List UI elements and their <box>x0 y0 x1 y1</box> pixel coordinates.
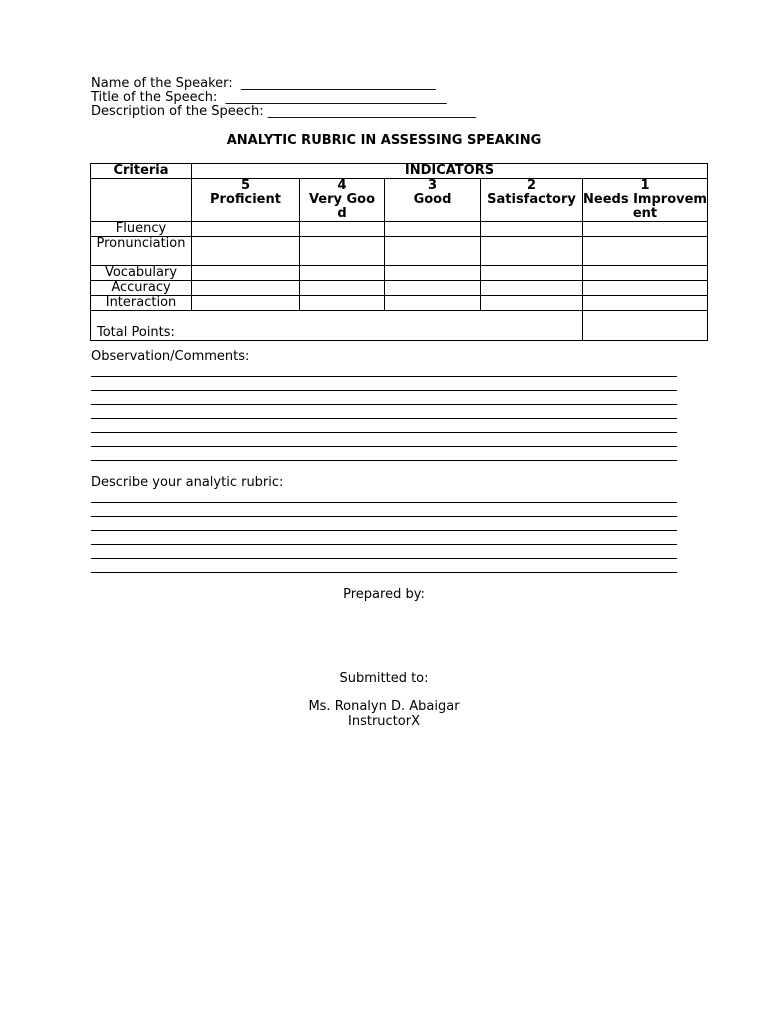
describe-rubric-label: Describe your analytic rubric: <box>91 475 284 490</box>
criterion-label: Accuracy <box>91 281 192 296</box>
level-header: 4 Very Good <box>300 179 385 222</box>
description-line[interactable] <box>91 530 677 531</box>
score-cell[interactable] <box>192 222 300 237</box>
table-row <box>91 266 708 281</box>
score-cell[interactable] <box>192 237 300 266</box>
indicators-header: INDICATORS <box>192 164 708 179</box>
score-cell[interactable] <box>385 266 481 281</box>
criteria-header: Criteria <box>91 164 192 179</box>
comment-line[interactable] <box>91 446 677 447</box>
criterion-label: Fluency <box>91 222 192 237</box>
comment-line[interactable] <box>91 404 677 405</box>
comment-line[interactable] <box>91 390 677 391</box>
score-cell[interactable] <box>583 222 708 237</box>
table-row <box>91 222 708 237</box>
score-cell[interactable] <box>300 296 385 311</box>
table-row <box>91 296 708 311</box>
criterion-label: Vocabulary <box>91 266 192 281</box>
score-cell[interactable] <box>583 296 708 311</box>
total-points-label: Total Points: <box>91 311 583 341</box>
comment-line[interactable] <box>91 376 677 377</box>
table-row <box>91 237 708 266</box>
score-cell[interactable] <box>192 281 300 296</box>
score-cell[interactable] <box>385 281 481 296</box>
description-line[interactable] <box>91 572 677 573</box>
score-cell[interactable] <box>481 237 583 266</box>
score-cell[interactable] <box>385 237 481 266</box>
criterion-label: Interaction <box>91 296 192 311</box>
score-cell[interactable] <box>385 296 481 311</box>
speech-description-line: Description of the Speech: ________________________________ <box>91 104 476 119</box>
table-row <box>91 281 708 296</box>
comment-line[interactable] <box>91 418 677 419</box>
score-cell[interactable] <box>481 266 583 281</box>
level-header: 2 Satisfactory <box>481 179 583 222</box>
level-header: 1 Needs Improvement <box>583 178 707 221</box>
description-line[interactable] <box>91 516 677 517</box>
submitted-to-label: Submitted to: <box>339 671 429 686</box>
blank-header-cell <box>91 179 192 222</box>
score-cell[interactable] <box>481 281 583 296</box>
instructor-name: Ms. Ronalyn D. Abaigar <box>308 699 460 714</box>
score-cell[interactable] <box>583 281 708 296</box>
prepared-by-label: Prepared by: <box>343 587 425 602</box>
description-line[interactable] <box>91 502 677 503</box>
speaker-name-line: Name of the Speaker: ______________________________ <box>91 76 436 91</box>
total-points-cell[interactable] <box>583 311 708 341</box>
comment-line[interactable] <box>91 432 677 433</box>
score-cell[interactable] <box>481 296 583 311</box>
level-header: 3 Good <box>385 179 481 222</box>
score-cell[interactable] <box>192 266 300 281</box>
score-cell[interactable] <box>300 222 385 237</box>
rubric-table <box>90 163 708 341</box>
score-cell[interactable] <box>385 222 481 237</box>
speech-info-header <box>91 77 476 119</box>
total-row <box>91 311 708 341</box>
score-cell[interactable] <box>583 266 708 281</box>
description-line[interactable] <box>91 544 677 545</box>
instructor-title: InstructorX <box>348 714 420 729</box>
score-cell[interactable] <box>300 266 385 281</box>
observation-label: Observation/Comments: <box>91 349 250 364</box>
criterion-label: Pronunciation <box>91 237 192 266</box>
score-cell[interactable] <box>481 222 583 237</box>
description-line[interactable] <box>91 558 677 559</box>
score-cell[interactable] <box>300 237 385 266</box>
level-header: 5 Proficient <box>192 179 300 222</box>
comment-line[interactable] <box>91 460 677 461</box>
score-cell[interactable] <box>583 237 708 266</box>
score-cell[interactable] <box>300 281 385 296</box>
score-cell[interactable] <box>192 296 300 311</box>
speech-title-line: Title of the Speech: __________________________________ <box>91 90 447 105</box>
document-title: ANALYTIC RUBRIC IN ASSESSING SPEAKING <box>226 133 542 148</box>
